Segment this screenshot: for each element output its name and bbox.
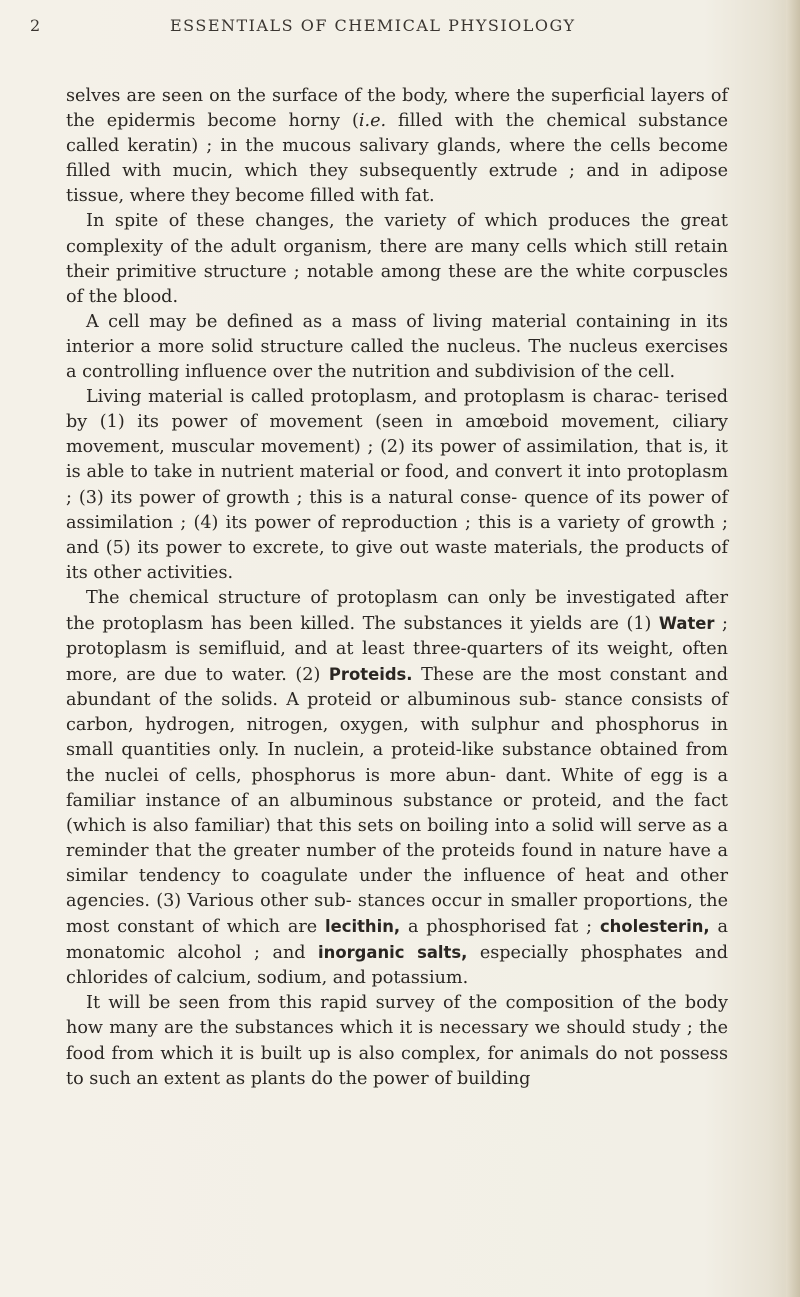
term-cholesterin: cholesterin, (599, 917, 710, 937)
paragraph-2: In spite of these changes, the variety of which produces the great complexity of the adult organism, there are many cells which still retain their primitive structure ; notable among these are the white corpuscles of the blood. (66, 211, 728, 307)
running-title: ESSENTIALS OF CHEMICAL PHYSIOLOGY (170, 16, 576, 35)
page-number: 2 (30, 16, 42, 35)
paragraph-4: Living material is called protoplasm, and protoplasm is charac- terised by (1) its power of movement (seen in amœboid movement, ciliary movement, muscular movement) ; (2) its power of assimilation, that is, it is able to take in nutrient material or food, and convert it into protoplasm ; (3) its power of growth ; this is a natural conse- quence of its power of assimilation ; (4) its power of reproduction ; this is a variety of growth ; and (5) its power to excrete, to give out waste materials, the products of its other activities. (66, 387, 728, 583)
paragraph-1: selves are seen on the surface of the body, where the superficial layers of the epidermis become horny (i.e. filled with the chemical substance called keratin) ; in the mucous salivary glands, where the cells become filled with mucin, which they subsequently extrude ; and in adipose tissue, where they become filled with fat. (66, 86, 728, 207)
page-header (30, 16, 730, 46)
term-inorganic-salts: inorganic salts, (318, 943, 468, 963)
paragraph-5: The chemical structure of protoplasm can only be investigated after the protoplasm has been killed. The substances it yields are (1) Water ; protoplasm is semifluid, and at least three-quarters of its weight, often more, are due to water. (2) Proteids. These are the most constant and abundant of the solids. A proteid or albuminous sub- stance consists of carbon, hydrogen, nitrogen, oxygen, with sulphur and phosphorus in small quantities only. In nuclein, a proteid-like substance obtained from the nuclei of cells, phosphorus is more abun- dant. White of egg is a familiar instance of an albuminous substance or proteid, and the fact (which is also familiar) that this sets on boiling into a solid will serve as a reminder that the greater number of the proteids found in nature have a similar tendency to coagulate under the influence of heat and other agencies. (3) Various other sub- stances occur in smaller proportions, the most constant of which are lecithin, a phosphorised fat ; cholesterin, a monatomic alcohol ; and inorganic salts, especially phosphates and chlorides of calcium, sodium, and potassium. (66, 587, 729, 989)
paragraph-6: It will be seen from this rapid survey of the composition of the body how many are the substances which it is necessary we should study ; the food from which it is built up is also complex, for animals do not possess to such an extent as plants do the power of building (66, 993, 728, 1089)
term-water: Water (658, 613, 715, 633)
body-text (66, 84, 728, 1092)
term-lecithin: lecithin, (325, 917, 401, 937)
term-proteids: Proteids. (328, 665, 413, 685)
page-edge (786, 0, 800, 1297)
paragraph-3: A cell may be defined as a mass of living material containing in its interior a more solid structure called the nucleus. The nucleus exercises a controlling influence over the nutrition and subdivision of the cell. (66, 311, 728, 383)
